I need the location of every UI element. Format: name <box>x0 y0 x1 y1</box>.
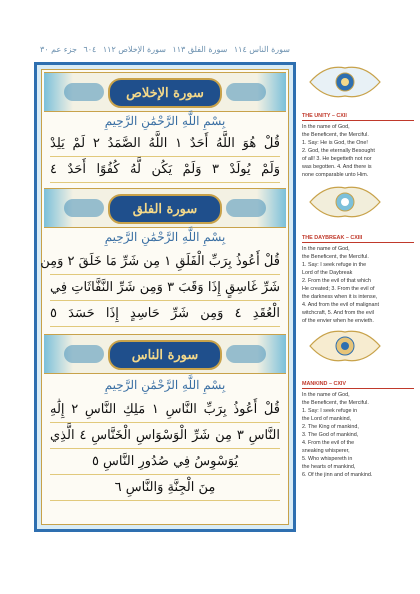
verse-line: النَّاسِ ٣ مِن شَرِّ الْوَسْوَاسِ الْخَنَّاسِ ٤ الَّذِي <box>50 424 280 449</box>
translation-line: the Beneficent, the Merciful. <box>302 254 369 260</box>
page-header <box>40 42 290 56</box>
header-item: سورة الفلق ١١٣ <box>172 44 228 54</box>
surah-title: سورة الناس <box>108 340 222 370</box>
side-medallion-icon <box>306 326 384 366</box>
basmala: بِسْمِ اللَّهِ الرَّحْمَٰنِ الرَّحِيمِ <box>104 114 226 128</box>
banner-ornament-icon <box>64 83 104 101</box>
verse-line: وَلَمْ يُولَدْ ٣ وَلَمْ يَكُن لَّهُ كُفُوًا أَحَدٌ ٤ <box>50 158 280 183</box>
translation-line: none comparable unto Him. <box>302 172 369 178</box>
surah-title: سورة الفلق <box>108 194 222 224</box>
translation-line: He created; 3. From the evil of <box>302 286 375 292</box>
header-item: جزء عم ٣٠ <box>40 44 77 54</box>
translation-line: 2. From the evil of that which <box>302 278 371 284</box>
translation-line: 4. From the evil of the <box>302 440 355 446</box>
translation-line: the Lord of mankind, <box>302 416 352 422</box>
translation-line: 3. The God of mankind, <box>302 432 359 438</box>
translation-line: 2. The King of mankind, <box>302 424 359 430</box>
translation-line: 1. Say: I seek refuge in the <box>302 262 367 268</box>
banner-ornament-icon <box>226 345 266 363</box>
translation-line: Lord of the Daybreak <box>302 270 353 276</box>
surah-title: سورة الإخلاص <box>108 78 222 108</box>
banner-ornament-icon <box>226 83 266 101</box>
translation-line: sneaking whisperer, <box>302 448 350 454</box>
basmala: بِسْمِ اللَّهِ الرَّحْمَٰنِ الرَّحِيمِ <box>104 230 226 244</box>
translation-line: the hearts of mankind, <box>302 464 356 470</box>
verse-line: قُلْ هُوَ اللَّهُ أَحَدٌ ١ اللَّهُ الصَّمَدُ ٢ لَمْ يَلِدْ <box>50 132 280 157</box>
verse-line: يُوَسْوِسُ فِي صُدُورِ النَّاسِ ٥ <box>50 450 280 475</box>
header-item: سورة الإخلاص ١١٢ <box>102 44 166 54</box>
translation-line: 1. Say: He is God, the One! <box>302 140 368 146</box>
header-item: ٦٠٤ <box>83 44 97 54</box>
translation-line: witchcraft, 5. And from the evil <box>302 310 374 316</box>
banner-ornament-icon <box>64 199 104 217</box>
verse-line: قُلْ أَعُوذُ بِرَبِّ النَّاسِ ١ مَلِكِ النَّاسِ ٢ إِلَٰهِ <box>50 398 280 423</box>
verse-line: مِنَ الْجِنَّةِ وَالنَّاسِ ٦ <box>50 476 280 501</box>
verse-line: الْعُقَدِ ٤ وَمِن شَرِّ حَاسِدٍ إِذَا حَسَدَ ٥ <box>50 302 280 327</box>
translation-line: the Beneficent, the Merciful. <box>302 400 369 406</box>
surah-title-banner <box>44 334 286 374</box>
verse-line: شَرِّ غَاسِقٍ إِذَا وَقَبَ ٣ وَمِن شَرِّ النَّفَّاثَاتِ فِي <box>50 276 280 301</box>
translation-line: 5. Who whispereth in <box>302 456 353 462</box>
translation-block <box>302 234 414 325</box>
translation-title: THE UNITY – CXII <box>302 112 414 121</box>
translation-title: MANKIND – CXIV <box>302 380 414 389</box>
verse-line: قُلْ أَعُوذُ بِرَبِّ الْفَلَقِ ١ مِن شَرِّ مَا خَلَقَ ٢ وَمِن <box>50 250 280 275</box>
translation-title: THE DAYBREAK – CXIII <box>302 234 414 243</box>
surah-title-banner <box>44 72 286 112</box>
side-medallion-icon <box>306 182 384 222</box>
header-item: سورة الناس ١١٤ <box>233 44 290 54</box>
translation-line: In the name of God, <box>302 124 350 130</box>
translation-line: In the name of God, <box>302 246 350 252</box>
text-panel <box>41 69 289 525</box>
translation-line: 2. God, the eternally Besought <box>302 148 375 154</box>
surah-title-banner <box>44 188 286 228</box>
translation-line: of the envier when he envieth. <box>302 318 374 324</box>
basmala: بِسْمِ اللَّهِ الرَّحْمَٰنِ الرَّحِيمِ <box>104 378 226 392</box>
side-medallion-icon <box>306 62 384 102</box>
translation-block <box>302 112 414 179</box>
translation-line: of all! 3. He begetteth not nor <box>302 156 372 162</box>
translation-line: the darkness when it is intense, <box>302 294 378 300</box>
translation-line: In the name of God, <box>302 392 350 398</box>
banner-ornament-icon <box>226 199 266 217</box>
translation-line: was begotten. 4. And there is <box>302 164 372 170</box>
translation-line: 4. And from the evil of malignant <box>302 302 380 308</box>
banner-ornament-icon <box>64 345 104 363</box>
translation-block <box>302 380 414 479</box>
translation-line: 6. Of the jinn and of mankind. <box>302 472 373 478</box>
translation-line: 1. Say: I seek refuge in <box>302 408 358 414</box>
translation-line: the Beneficent, the Merciful. <box>302 132 369 138</box>
page-frame <box>34 62 296 532</box>
